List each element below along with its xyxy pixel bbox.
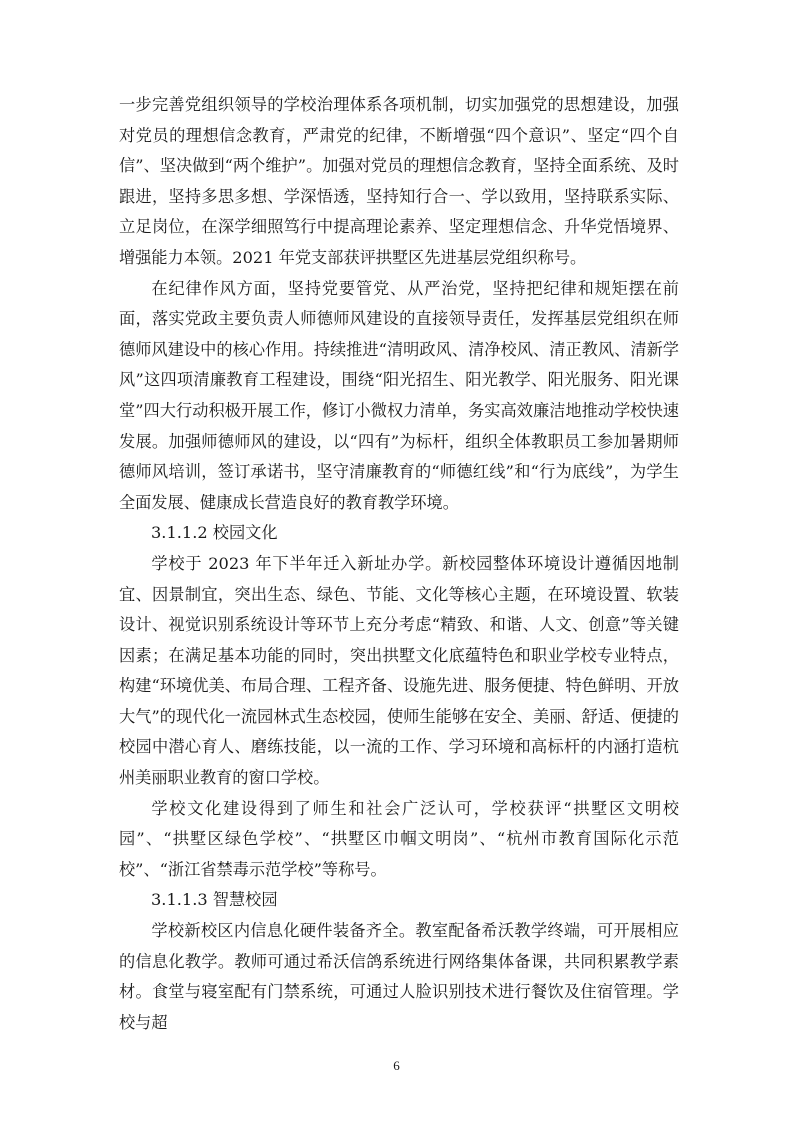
paragraph-smart-campus-1: 学校新校区内信息化硬件装备齐全。教室配备希沃教学终端，可开展相应的信息化教学。教师可通过希沃信鸽系统进行网络集体备课，共同积累教学素材。食堂与寝室配有门禁系统，可通过人脸识别技术进行餐饮及住宿管理。学校与超 <box>119 921 679 1032</box>
paragraph-campus-culture-1: 学校于 2023 年下半年迁入新址办学。新校园整体环境设计遵循因地制宜、因景制宜，突出生态、绿色、节能、文化等核心主题，在环境设置、软装设计、视觉识别系统设计等环节上充分考虑“精致、和谐、人文、创意”等关键因素；在满足基本功能的同时，突出拱墅文化底蕴特色和职业学校专业特点，构建“环境优美、布局合理、工程齐备、设施先进、服务便捷、特色鲜明、开放大气”的现代化一流园林式生态校园，使师生能够在安全、美丽、舒适、便捷的校园中潜心育人、磨练技能，以一流的工作、学习环境和高标杆的内涵打造杭州美丽职业教育的窗口学校。 <box>119 553 679 788</box>
section-heading-campus-culture: 3.1.1.2 校园文化 <box>151 523 278 543</box>
page-number: 6 <box>393 1058 400 1073</box>
paragraph-campus-culture-2: 学校文化建设得到了师生和社会广泛认可，学校获评“拱墅区文明校园”、“拱墅区绿色学校”、“拱墅区巾帼文明岗”、“杭州市教育国际化示范校”、“浙江省禁毒示范学校”等称号。 <box>119 798 679 879</box>
paragraph-discipline: 在纪律作风方面，坚持党要管党、从严治党，坚持把纪律和规矩摆在前面，落实党政主要负责人师德师风建设的直接领导责任，发挥基层党组织在师德师风建设中的核心作用。持续推进“清明政风、清净校风、清正教风、清新学风”这四项清廉教育工程建设，围绕“阳光招生、阳光教学、阳光服务、阳光课堂”四大行动积极开展工作，修订小微权力清单，务实高效廉洁地推动学校快速发展。加强师德师风的建设，以“四有”为标杆，组织全体教职员工参加暑期师德师风培训，签订承诺书，坚守清廉教育的“师德红线”和“行为底线”，为学生全面发展、健康成长营造良好的教育教学环境。 <box>119 278 679 512</box>
page-content <box>119 90 679 1038</box>
paragraph-party-building: 一步完善党组织领导的学校治理体系各项机制，切实加强党的思想建设，加强对党员的理想信念教育，严肃党的纪律，不断增强“四个意识”、坚定“四个自信”、坚决做到“两个维护”。加强对党员的理想信念教育，坚持全面系统、及时跟进，坚持多思多想、学深悟透，坚持知行合一、学以致用，坚持联系实际、立足岗位，在深学细照笃行中提高理论素养、坚定理想信念、升华党悟境界、增强能力本领。2021 年党支部获评拱墅区先进基层党组织称号。 <box>119 95 679 267</box>
section-heading-smart-campus: 3.1.1.3 智慧校园 <box>151 890 278 910</box>
